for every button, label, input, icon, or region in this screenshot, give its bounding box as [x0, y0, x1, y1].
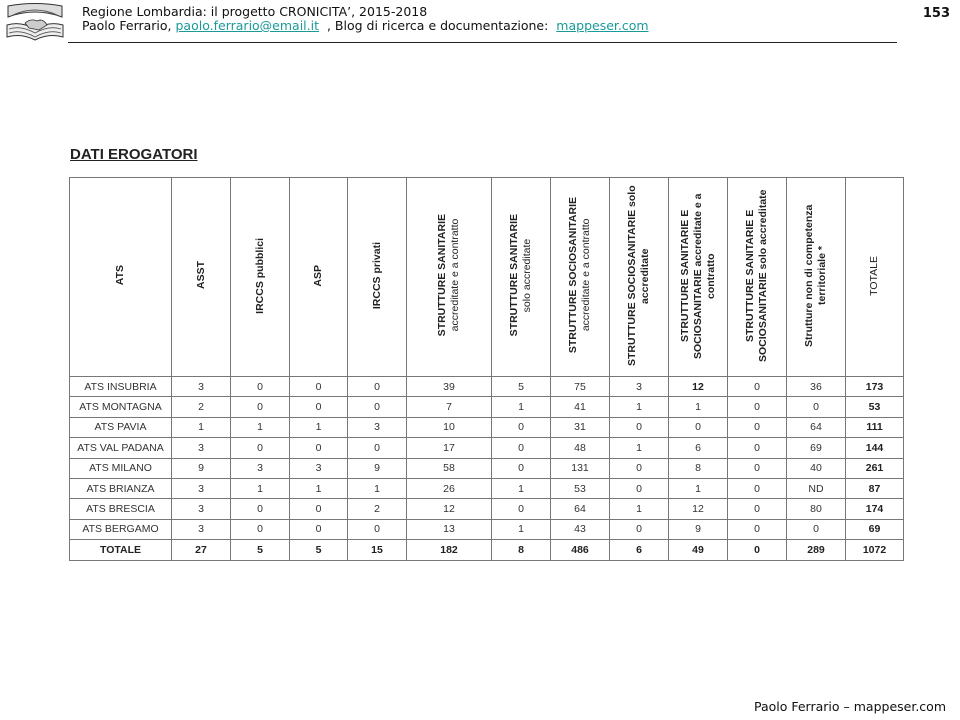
value-cell: 3	[610, 377, 669, 397]
column-header-main: STRUTTURE SANITARIE	[508, 214, 520, 337]
value-cell: 0	[231, 438, 290, 458]
value-cell: 0	[231, 397, 290, 417]
value-cell: 0	[728, 377, 787, 397]
value-cell: 0	[787, 519, 846, 539]
value-cell: 48	[551, 438, 610, 458]
column-header-main: ASST	[194, 261, 207, 290]
value-cell: 1	[348, 478, 407, 498]
column-header-main: STRUTTURE SANITARIE E SOCIOSANITARIE accreditate e a contratto	[678, 192, 717, 359]
value-cell: 3	[172, 499, 231, 519]
value-cell: 0	[492, 438, 551, 458]
header-title: Regione Lombardia: il progetto CRONICITA’, 2015-2018	[82, 4, 428, 19]
column-header	[492, 178, 551, 377]
value-cell: 1	[610, 438, 669, 458]
total-value-cell: 49	[669, 540, 728, 560]
column-header	[70, 178, 172, 377]
value-cell: 0	[290, 519, 348, 539]
value-cell: 13	[407, 519, 492, 539]
value-cell: 0	[348, 377, 407, 397]
value-cell: 17	[407, 438, 492, 458]
total-value-cell: 5	[231, 540, 290, 560]
page-footer: Paolo Ferrario – mappeser.com	[753, 699, 946, 714]
value-cell: 31	[551, 417, 610, 437]
email-link[interactable]: paolo.ferrario@email.it	[175, 18, 320, 33]
value-cell: 2	[348, 499, 407, 519]
value-cell: 1	[669, 478, 728, 498]
book-handshake-logo-icon	[5, 3, 65, 41]
value-cell: 173	[846, 377, 904, 397]
value-cell: 1	[492, 397, 551, 417]
value-cell: 144	[846, 438, 904, 458]
value-cell: 41	[551, 397, 610, 417]
value-cell: 9	[348, 458, 407, 478]
column-header	[348, 178, 407, 377]
value-cell: 7	[407, 397, 492, 417]
value-cell: 0	[492, 458, 551, 478]
row-label-cell: ATS PAVIA	[70, 417, 172, 437]
value-cell: ND	[787, 478, 846, 498]
column-header-main: IRCCS pubblici	[253, 237, 266, 314]
header-divider	[68, 42, 897, 43]
column-header-label	[371, 242, 384, 309]
value-cell: 39	[407, 377, 492, 397]
value-cell: 87	[846, 478, 904, 498]
value-cell: 26	[407, 478, 492, 498]
value-cell: 111	[846, 417, 904, 437]
table-row	[70, 478, 904, 498]
value-cell: 3	[172, 438, 231, 458]
column-header-label	[312, 265, 325, 287]
column-header-main: ATS	[114, 265, 126, 286]
value-cell: 64	[551, 499, 610, 519]
value-cell: 1	[231, 417, 290, 437]
total-label-cell: TOTALE	[70, 540, 172, 560]
value-cell: 0	[787, 397, 846, 417]
page-number: 153	[922, 6, 950, 21]
column-header-main: STRUTTURE SANITARIE E SOCIOSANITARIE solo accreditate	[744, 189, 769, 362]
value-cell: 0	[290, 438, 348, 458]
value-cell: 40	[787, 458, 846, 478]
value-cell: 0	[728, 458, 787, 478]
column-header	[846, 178, 904, 377]
value-cell: 36	[787, 377, 846, 397]
value-cell: 0	[728, 478, 787, 498]
value-cell: 1	[172, 417, 231, 437]
column-header-label	[254, 238, 267, 314]
value-cell: 0	[348, 438, 407, 458]
table-row	[70, 417, 904, 437]
value-cell: 1	[669, 397, 728, 417]
column-header-label	[195, 261, 208, 289]
value-cell: 6	[669, 438, 728, 458]
value-cell: 0	[728, 397, 787, 417]
column-header	[231, 178, 290, 377]
value-cell: 43	[551, 519, 610, 539]
column-header-sub: accreditate e a contratto	[580, 219, 592, 332]
value-cell: 1	[492, 519, 551, 539]
column-header-main: ASP	[312, 264, 324, 287]
column-header-label	[868, 256, 881, 296]
column-header	[551, 178, 610, 377]
value-cell: 9	[669, 519, 728, 539]
column-header	[669, 178, 728, 377]
column-header	[407, 178, 492, 377]
header-blog-text: , Blog di ricerca e documentazione:	[319, 18, 557, 33]
value-cell: 0	[669, 417, 728, 437]
table-row	[70, 397, 904, 417]
value-cell: 1	[492, 478, 551, 498]
value-cell: 8	[669, 458, 728, 478]
total-value-cell: 1072	[846, 540, 904, 560]
value-cell: 12	[407, 499, 492, 519]
value-cell: 0	[728, 519, 787, 539]
total-value-cell: 27	[172, 540, 231, 560]
column-header-label	[567, 197, 593, 353]
column-header-label	[508, 214, 534, 336]
column-header	[787, 178, 846, 377]
column-header-main: STRUTTURE SOCIOSANITARIE solo accreditate	[626, 185, 651, 366]
value-cell: 3	[172, 377, 231, 397]
value-cell: 0	[231, 377, 290, 397]
column-header-label	[114, 265, 127, 285]
value-cell: 1	[231, 478, 290, 498]
row-label-cell: ATS MILANO	[70, 458, 172, 478]
value-cell: 1	[290, 417, 348, 437]
column-header-sub: solo accreditate	[521, 238, 533, 313]
value-cell: 3	[290, 458, 348, 478]
value-cell: 3	[172, 519, 231, 539]
total-value-cell: 8	[492, 540, 551, 560]
value-cell: 0	[610, 458, 669, 478]
value-cell: 1	[610, 499, 669, 519]
column-header-main: IRCCS privati	[370, 241, 383, 310]
value-cell: 69	[846, 519, 904, 539]
table-body	[70, 377, 904, 561]
value-cell: 12	[669, 499, 728, 519]
value-cell: 0	[231, 499, 290, 519]
column-header-sub: accreditate e a contratto	[449, 219, 461, 332]
value-cell: 1	[610, 397, 669, 417]
value-cell: 0	[728, 417, 787, 437]
column-header	[290, 178, 348, 377]
value-cell: 58	[407, 458, 492, 478]
total-value-cell: 486	[551, 540, 610, 560]
value-cell: 3	[172, 478, 231, 498]
column-header-label	[436, 214, 462, 336]
value-cell: 174	[846, 499, 904, 519]
value-cell: 0	[290, 377, 348, 397]
value-cell: 75	[551, 377, 610, 397]
total-value-cell: 182	[407, 540, 492, 560]
row-label-cell: ATS MONTAGNA	[70, 397, 172, 417]
section-title: DATI EROGATORI	[70, 146, 198, 163]
column-header	[728, 178, 787, 377]
column-header-main: STRUTTURE SANITARIE	[436, 214, 448, 337]
value-cell: 53	[551, 478, 610, 498]
value-cell: 2	[172, 397, 231, 417]
value-cell: 5	[492, 377, 551, 397]
value-cell: 53	[846, 397, 904, 417]
value-cell: 131	[551, 458, 610, 478]
value-cell: 0	[610, 417, 669, 437]
value-cell: 0	[610, 478, 669, 498]
table-row	[70, 499, 904, 519]
row-label-cell: ATS INSUBRIA	[70, 377, 172, 397]
table-header-row	[70, 178, 904, 377]
erogatori-table	[69, 177, 904, 561]
header-author: Paolo Ferrario,	[82, 18, 176, 33]
column-header-label	[679, 180, 718, 372]
column-header-main: Strutture non di competenza territoriale *	[803, 204, 828, 347]
total-row	[70, 540, 904, 560]
total-value-cell: 6	[610, 540, 669, 560]
value-cell: 0	[728, 438, 787, 458]
value-cell: 69	[787, 438, 846, 458]
value-cell: 80	[787, 499, 846, 519]
table-row	[70, 438, 904, 458]
column-header	[610, 178, 669, 377]
table-row	[70, 377, 904, 397]
value-cell: 3	[348, 417, 407, 437]
value-cell: 0	[728, 499, 787, 519]
value-cell: 0	[231, 519, 290, 539]
value-cell: 3	[231, 458, 290, 478]
total-value-cell: 289	[787, 540, 846, 560]
total-value-cell: 15	[348, 540, 407, 560]
row-label-cell: ATS BRIANZA	[70, 478, 172, 498]
value-cell: 0	[290, 397, 348, 417]
value-cell: 0	[290, 499, 348, 519]
value-cell: 12	[669, 377, 728, 397]
value-cell: 0	[348, 519, 407, 539]
column-header-label	[803, 180, 829, 372]
page-header	[82, 5, 649, 33]
value-cell: 0	[610, 519, 669, 539]
value-cell: 1	[290, 478, 348, 498]
column-header-label	[626, 180, 652, 372]
column-header-main: TOTALE	[868, 255, 880, 296]
row-label-cell: ATS BERGAMO	[70, 519, 172, 539]
column-header-label	[744, 180, 770, 372]
value-cell: 261	[846, 458, 904, 478]
value-cell: 9	[172, 458, 231, 478]
table-row	[70, 519, 904, 539]
value-cell: 0	[348, 397, 407, 417]
value-cell: 10	[407, 417, 492, 437]
row-label-cell: ATS BRESCIA	[70, 499, 172, 519]
blog-link[interactable]: mappeser.com	[556, 18, 649, 33]
value-cell: 64	[787, 417, 846, 437]
column-header	[172, 178, 231, 377]
table-row	[70, 458, 904, 478]
value-cell: 0	[492, 499, 551, 519]
total-value-cell: 5	[290, 540, 348, 560]
row-label-cell: ATS VAL PADANA	[70, 438, 172, 458]
value-cell: 0	[492, 417, 551, 437]
header-credits	[82, 19, 649, 33]
column-header-main: STRUTTURE SOCIOSANITARIE	[567, 197, 579, 354]
total-value-cell: 0	[728, 540, 787, 560]
